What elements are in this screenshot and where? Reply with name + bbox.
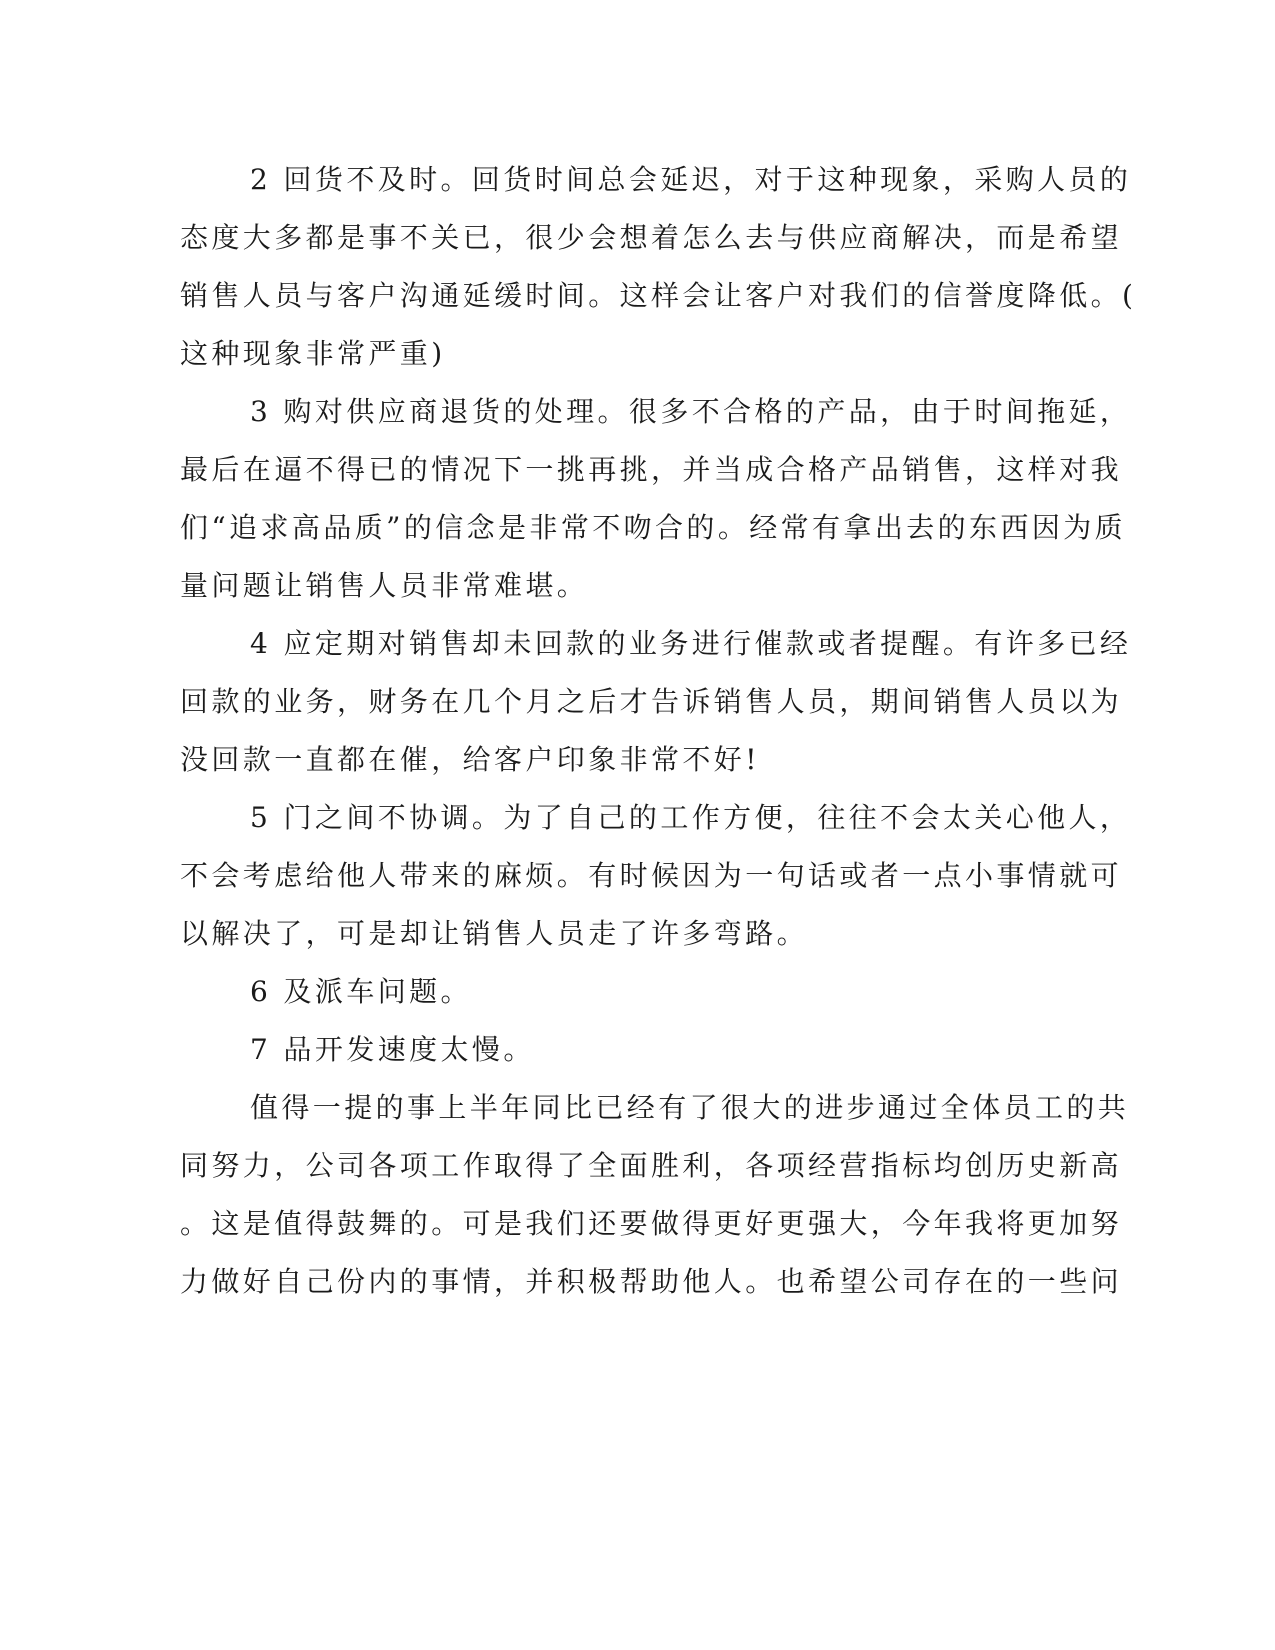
paragraph-line: 这种现象非常严重) [180,337,446,370]
paragraph-line: 没回款一直都在催，给客户印象非常不好! [180,743,760,776]
paragraph-line: 态度大多都是事不关已，很少会想着怎么去与供应商解决，而是希望 [180,221,1123,254]
paragraph-line: 以解决了，可是却让销售人员走了许多弯路。 [180,917,809,950]
paragraph-line: 3 购对供应商退货的处理。很多不合格的产品，由于时间拖延， [250,395,1132,428]
paragraph-line: 4 应定期对销售却未回款的业务进行催款或者提醒。有许多已经 [250,627,1132,660]
paragraph-line: 6 及派车问题。 [250,975,472,1008]
paragraph-line: 量问题让销售人员非常难堪。 [180,569,589,602]
paragraph-line: 5 门之间不协调。为了自己的工作方便，往往不会太关心他人， [250,801,1132,834]
paragraph-line: 销售人员与客户沟通延缓时间。这样会让客户对我们的信誉度降低。( [180,279,1137,312]
paragraph-line: 力做好自己份内的事情，并积极帮助他人。也希望公司存在的一些问 [180,1265,1123,1298]
paragraph-line: 回款的业务，财务在几个月之后才告诉销售人员，期间销售人员以为 [180,685,1123,718]
paragraph-line: 7 品开发速度太慢。 [250,1033,535,1066]
paragraph-line: 同努力，公司各项工作取得了全面胜利，各项经营指标均创历史新高 [180,1149,1123,1182]
paragraph-line: 最后在逼不得已的情况下一挑再挑，并当成合格产品销售，这样对我 [180,453,1123,486]
paragraph-line: 不会考虑给他人带来的麻烦。有时候因为一句话或者一点小事情就可 [180,859,1123,892]
paragraph-line: 们“追求高品质”的信念是非常不吻合的。经常有拿出去的东西因为质 [180,511,1127,544]
paragraph-line: 值得一提的事上半年同比已经有了很大的进步通过全体员工的共 [250,1091,1130,1124]
paragraph-line: 。这是值得鼓舞的。可是我们还要做得更好更强大，今年我将更加努 [180,1207,1123,1240]
paragraph-line: 2 回货不及时。回货时间总会延迟，对于这种现象，采购人员的 [250,163,1132,196]
